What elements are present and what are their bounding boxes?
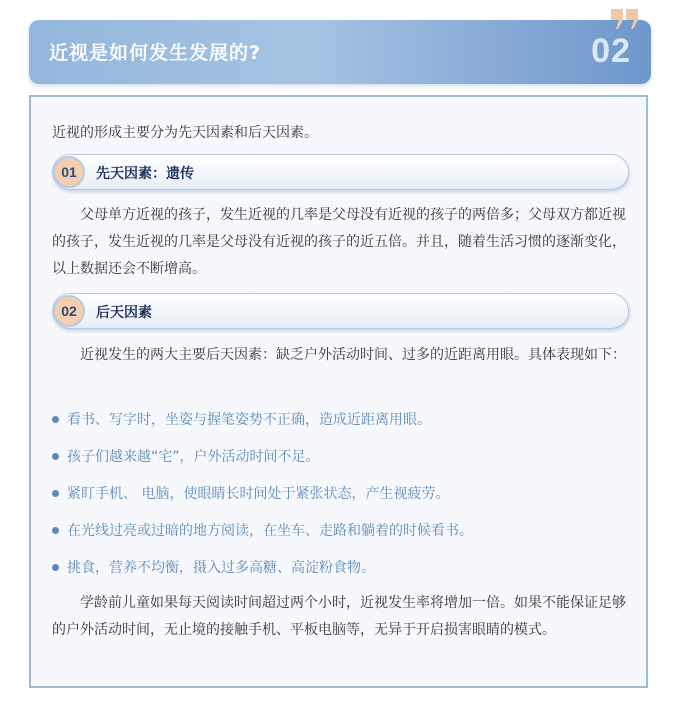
bullet-dot-icon	[52, 453, 59, 460]
section-badge: 02	[53, 295, 85, 327]
bullet-dot-icon	[52, 527, 59, 534]
paragraph-acquired: 近视发生的两大主要后天因素：缺乏户外活动时间、过多的近距离用眼。具体表现如下：	[80, 347, 626, 363]
bullet-dot-icon	[52, 416, 59, 423]
page-title: 近视是如何发生发展的?	[49, 42, 262, 64]
subheading-acquired	[52, 293, 629, 329]
subheading-title: 后天因素	[96, 305, 152, 321]
section-header	[29, 20, 651, 84]
list-item	[52, 520, 630, 540]
subheading-title: 先天因素：遗传	[96, 166, 194, 182]
list-item-text: 看书、写字时，坐姿与握笔姿势不正确，造成近距离用眼。	[67, 412, 431, 428]
bullet-dot-icon	[52, 490, 59, 497]
quote-icon	[610, 8, 640, 30]
paragraph-closing: 学龄前儿童如果每天阅读时间超过两个小时，近视发生率将增加一倍。如果不能保证足够的户外活动时间，无止境的接触手机、平板电脑等，无异于开启损害眼睛的模式。	[52, 595, 626, 638]
intro-text: 近视的形成主要分为先天因素和后天因素。	[52, 125, 318, 141]
section-number: 02	[591, 32, 631, 70]
list-item-text: 在光线过亮或过暗的地方阅读，在坐车、走路和躺着的时候看书。	[67, 523, 473, 539]
list-item	[52, 446, 630, 466]
list-item-text: 紧盯手机、 电脑，使眼睛长时间处于紧张状态，产生视疲劳。	[67, 486, 450, 502]
bullet-dot-icon	[52, 564, 59, 571]
list-item	[52, 483, 630, 503]
list-item-text: 挑食，营养不均衡，摄入过多高糖、高淀粉食物。	[67, 560, 375, 576]
content-panel	[29, 95, 648, 688]
paragraph-congenital: 父母单方近视的孩子，发生近视的几率是父母没有近视的孩子的两倍多；父母双方都近视的孩子，发生近视的几率是父母没有近视的孩子的近五倍。并且，随着生活习惯的逐渐变化，以上数据还会不断增高。	[52, 207, 626, 277]
subheading-congenital	[52, 154, 629, 190]
list-item-text: 孩子们越来越“宅”，户外活动时间不足。	[67, 449, 320, 465]
list-item	[52, 409, 630, 429]
list-item	[52, 557, 630, 577]
section-badge: 01	[53, 156, 85, 188]
